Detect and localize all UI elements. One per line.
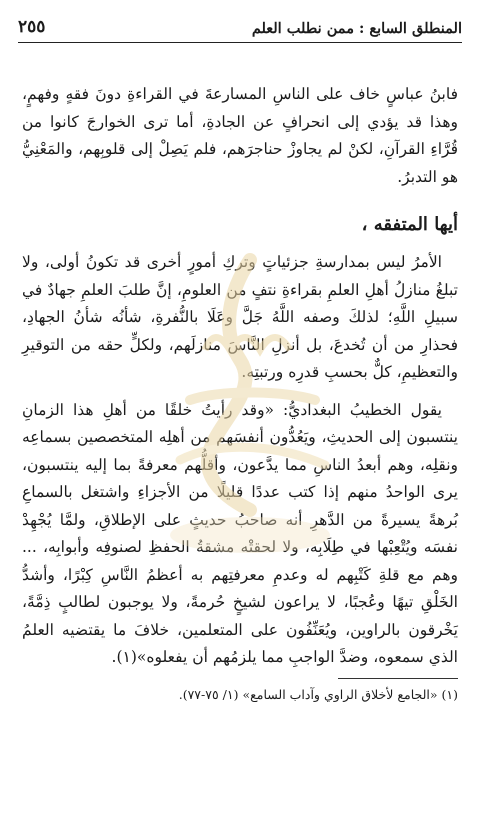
running-header — [18, 0, 462, 43]
body-paragraph-3: يقول الخطيبُ البغداديُّ: «وقد رأيتُ خلقًا من أهلِ هذا الزمانِ ينتسبون إلى الحديثِ، ويَعُدُّون أنفسَهم من أهلِه المتخصصين بسماعِه ونقلِه، وهم أبعدُ الناسِ مما يدَّعون، وأقلُّهم معرفةً بما إليه ينتسبون، يرى الواحدُ منهم إذا كتب عددًا قليلًا من الأجزاءِ واشتغل بالسماعِ بُرهةً يسيرةً من الدَّهرِ أنه صاحبُ حديثٍ على الإطلاقِ، ولمَّا يُجْهِدْ نفسَه ويُتْعِبْها في طِلَابِه، ولا لحقتْه مشقةُ الحفظِ لصنوفِه وأبوابِه، ... وهم مع قلةِ كَتْبِهم له وعدمِ معرفتِهم به أعظمُ النَّاسِ كِبْرًا، وأشدُّ الخَلْقِ تيهًا وعُجبًا، لا يراعون لشيخٍ حُرمةً، ولا يوجبون لطالبٍ ذِمَّةً، يَخْرقون بالراوين، ويُعَنِّفُون على المتعلمين، خلافَ ما يقتضيه العلمُ الذي سمعوه، وضدَّ الواجبِ مما يلزمُهم أن يفعلوه»(١). — [22, 400, 458, 666]
body-paragraph-1: فابنُ عباسٍ خاف على الناسِ المسارعةَ في القراءةِ دونَ فقهٍ وفهمٍ، وهذا قد يؤدي إلى انحرافٍ عن الجادةِ، أما ترى الخوارجَ كانوا من قُرَّاءِ القرآنِ، لكنْ لم يجاوزْ حناجرَهم، فلم يَصِلْ إلى قلوبِهم، والمَعْنِيُّ هو التدبرُ. — [22, 85, 458, 186]
footnote-separator — [338, 678, 458, 679]
body-paragraph-2: الأمرُ ليس بمدارسةِ جزئياتٍ وتركِ أمورٍ أخرى قد تكونُ أولى، ولا تبلغُ منازلُ أهلِ العلمِ بقراءةِ نتفٍ من العلومِ، إنَّ طلبَ العلمِ جهادٌ في سبيلِ اللَّهِ؛ لذلكَ وصفه اللَّهُ جَلَّ وعَلَا بالنُّفرةِ، شأنُه شأنُ الجهادِ، فحذارِ من أن تُخدعَ، بل أنزلِ النَّاسَ منازلَهم، ولكلٍّ حقه من التوقيرِ والتعظيمِ، كلٌّ بحسبِ قدرِه ورتبتِه. — [22, 253, 458, 381]
footnote: (١) «الجامع لأخلاق الراوي وآداب السامع» (١/ ٧٥-٧٧). — [178, 686, 458, 702]
page-number: ٢٥٥ — [18, 17, 46, 37]
running-title: المنطلق السابع : ممن نطلب العلم — [251, 20, 462, 37]
section-heading: أيها المتفقه ، — [361, 214, 458, 235]
